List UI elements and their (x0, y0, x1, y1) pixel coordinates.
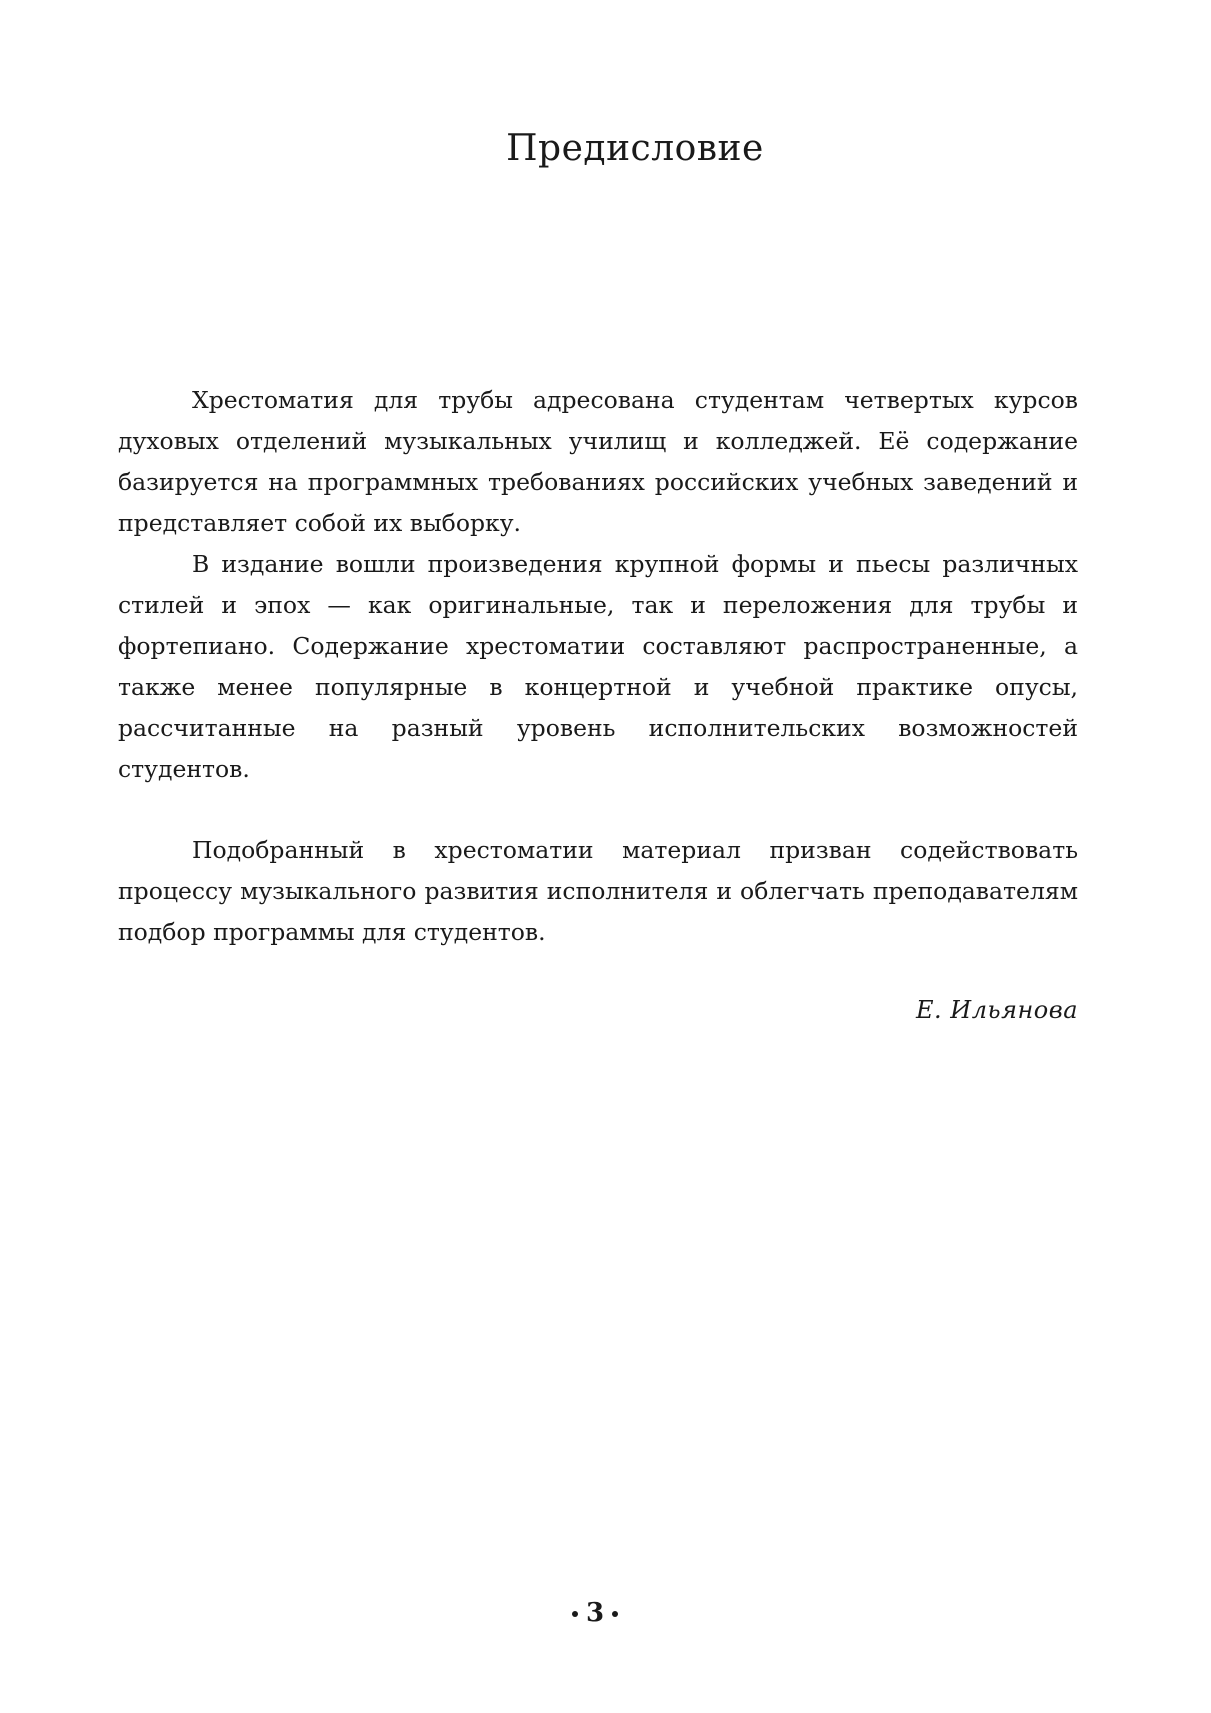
author-signature: Е. Ильянова (916, 996, 1078, 1024)
text-block-closing (118, 830, 1078, 953)
page-number: 3 (585, 1598, 605, 1628)
bullet-right-icon (612, 1611, 618, 1617)
text-block-intro (118, 380, 1078, 790)
page-title: Предисловие (506, 128, 764, 169)
paragraph-2: В издание вошли произведения крупной формы и пьесы различных стилей и эпох — как оригинальные, так и переложения для трубы и фортепиано. Содержание хрестоматии составляют распространенные, а также менее популярные в концертной и учебной практике опусы, рассчитанные на разный уровень исполнительских возможностей студентов. (118, 550, 1078, 783)
page-number-footer (0, 1598, 1190, 1628)
paragraph-3: Подобранный в хрестоматии материал призван содействовать процессу музыкального развития исполнителя и облегчать преподавателям подбор программы для студентов. (118, 836, 1078, 946)
bullet-left-icon (572, 1611, 578, 1617)
paragraph-1: Хрестоматия для трубы адресована студентам четвертых курсов духовых отделений музыкальных училищ и колледжей. Её содержание базируется на программных требованиях российских учебных заведений и представляет собой их выборку. (118, 386, 1078, 537)
